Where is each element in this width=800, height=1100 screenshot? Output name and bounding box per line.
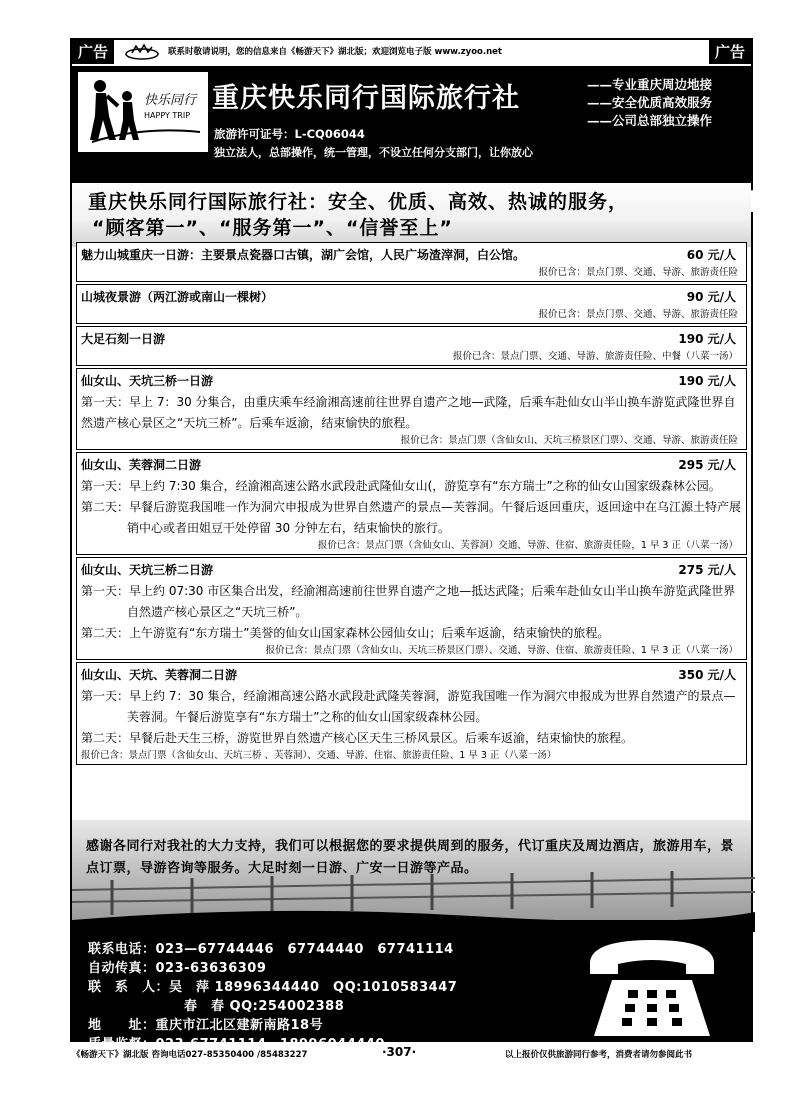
company-slogans <box>587 76 712 130</box>
product-item <box>76 242 747 282</box>
product-day-2: 第二天：早餐后赴天生三桥，游览世界自然遗产核心区天生三桥风景区。后乘车返渝，结束愉快的旅程。 <box>81 731 634 745</box>
product-name: 仙女山、天坑三桥一日游 <box>81 374 214 388</box>
contact-address: 地 址：重庆市江北区建新南路18号 <box>88 1018 324 1033</box>
product-price: 190 元/人 <box>678 332 736 346</box>
product-day-2: 第二天：上午游览有“东方瑞士”美誉的仙女山国家森林公园仙女山；后乘车返渝，结束愉快的旅程。 <box>81 626 610 640</box>
product-day-1: 第一天：早上约 7：30 集合，经渝湘高速公路水武段赴武隆芙蓉洞，游览我国唯一作为洞穴申报成为世界自然遗产的景点—芙蓉洞。午餐后游览享有“东方瑞士”之称的仙女山国家级森林公园。 <box>81 689 736 724</box>
product-item <box>76 452 747 555</box>
product-day-1: 第一天：早上约 7:30 集合，经渝湘高速公路水武段赴武隆仙女山(，游览享有“东方瑞士”之称的仙女山国家级森林公园。 <box>81 479 721 493</box>
contact-supervision: 质量监督：023-67741114 18996044440 <box>88 1037 385 1052</box>
product-name: 大足石刻一日游 <box>81 332 166 346</box>
product-includes: 报价已含：景点门票（含仙女山、天坑三桥景区门票）、交通、导游、旅游责任险 <box>400 435 738 446</box>
company-name: 重庆快乐同行国际旅行社 <box>212 83 520 114</box>
magazine-logo-icon <box>124 43 160 61</box>
logo-text-cn: 快乐同行 <box>144 93 197 108</box>
company-header <box>72 66 751 200</box>
product-name: 仙女山、天坑三桥二日游 <box>81 563 214 577</box>
thanks-text: 感谢各同行对我社的大力支持，我们可以根据您的要求提供周到的服务，代订重庆及周边酒店，旅游用车，景点订票，导游咨询等服务。大足时刻一日游、广安一日游等产品。 <box>86 839 735 876</box>
product-price: 190 元/人 <box>678 374 736 388</box>
banner-line-1: 重庆快乐同行国际旅行社：安全、优质、高效、热诚的服务， <box>88 191 629 213</box>
ad-tag-right: 广告 <box>709 40 751 64</box>
product-item <box>76 326 747 366</box>
telephone-icon <box>582 932 722 1040</box>
contact-person-2: 春 春 QQ:254002388 <box>184 999 345 1014</box>
top-notice: 联系时敬请说明，您的信息来自《畅游天下》湖北版；欢迎浏览电子版 www.zyoo.net <box>168 47 502 57</box>
company-logo <box>78 72 208 152</box>
product-day-1: 第一天：早上 7：30 分集合，由重庆乘车经渝湘高速前往世界自遗产之地—武隆，后乘车赴仙女山半山换车游览武隆世界自然遗产核心景区之“天坑三桥”。后乘车返渝，结束愉快的旅程。 <box>81 395 736 430</box>
product-price: 295 元/人 <box>678 458 736 472</box>
license-number: 旅游许可证号：L-CQ06044 <box>214 127 365 141</box>
contact-fax: 自动传真：023-63636309 <box>88 961 267 976</box>
product-item <box>76 662 747 765</box>
footer-wave <box>72 902 755 932</box>
product-day-2: 第二天：早餐后游览我国唯一作为洞穴申报成为世界自然遗产的景点—芙蓉洞。午餐后返回重庆，返回途中在乌江源土特产展销中心或者田姐豆干处停留 30 分钟左右，结束愉快的旅行。 <box>81 500 742 535</box>
independent-statement: 独立法人，总部操作，统一管理，不设立任何分支部门，让你放心 <box>214 146 533 159</box>
ad-tag-left: 广告 <box>72 40 114 64</box>
hikers-logo-icon <box>82 76 204 148</box>
product-name: 山城夜景游（两江游或南山一棵树） <box>81 290 274 304</box>
product-name: 仙女山、天坑、芙蓉洞二日游 <box>81 668 238 682</box>
product-item <box>76 284 747 324</box>
product-price: 90 元/人 <box>686 290 736 304</box>
contact-person-1: 联 系 人：吴 萍 18996344440 QQ:1010583447 <box>88 980 458 995</box>
product-item <box>76 368 747 450</box>
top-bar <box>72 40 751 67</box>
slogan-3: ——公司总部独立操作 <box>587 113 713 128</box>
product-day-1: 第一天：早上约 07:30 市区集合出发，经渝湘高速前往世界自遗产之地—抵达武隆；后乘车赴仙女山半山换车游览武隆世界自然遗产核心景区之“天坑三桥”。 <box>81 584 736 619</box>
footer-right: 以上报价仅供旅游同行参考，消费者请勿参阅此书 <box>505 1050 693 1060</box>
slogan-1: ——专业重庆周边地接 <box>587 77 713 92</box>
product-includes: 报价已含：景点门票（含仙女山、天坑三桥 、芙蓉洞）、交通、导游、住宿、旅游责任险、1 早 3 正（八菜一汤） <box>81 750 557 761</box>
tour-product-list <box>76 242 747 767</box>
product-price: 350 元/人 <box>678 668 736 682</box>
product-includes: 报价已含：景点门票、交通、导游、旅游责任险 <box>538 267 738 278</box>
product-price: 60 元/人 <box>686 248 736 262</box>
product-includes: 报价已含：景点门票、交通、导游、旅游责任险 <box>538 309 738 320</box>
page-number: ·307· <box>382 1045 417 1059</box>
product-includes: 报价已含：景点门票（含仙女山、天坑三桥景区门票）、交通、导游、住宿、旅游责任险、1 早 3 正（八菜一汤） <box>265 645 738 656</box>
banner-line-2: “顾客第一”、“服务第一”、“信誉至上” <box>92 217 453 239</box>
product-includes: 报价已含：景点门票（含仙女山、芙蓉洞）交通、导游、住宿、旅游责任险，1 早 3 正（八菜一汤） <box>317 540 738 551</box>
service-banner <box>72 183 751 247</box>
logo-text-en: HAPPY TRIP <box>144 111 191 120</box>
product-price: 275 元/人 <box>678 563 736 577</box>
product-includes: 报价已含：景点门票、交通、导游、旅游责任险、中餐（八菜一汤） <box>452 351 738 362</box>
product-name: 仙女山、芙蓉洞二日游 <box>81 458 202 472</box>
contact-tel: 联系电话：023—67744446 67744440 67741114 <box>88 942 454 957</box>
product-item <box>76 557 747 660</box>
footer-left: 《畅游天下》湖北版 咨询电话027-85350400 /85483227 <box>72 1050 308 1060</box>
slogan-2: ——安全优质高效服务 <box>587 95 713 110</box>
product-name: 魅力山城重庆一日游：主要景点瓷器口古镇，湖广会馆，人民广场渣滓洞，白公馆。 <box>81 248 526 262</box>
